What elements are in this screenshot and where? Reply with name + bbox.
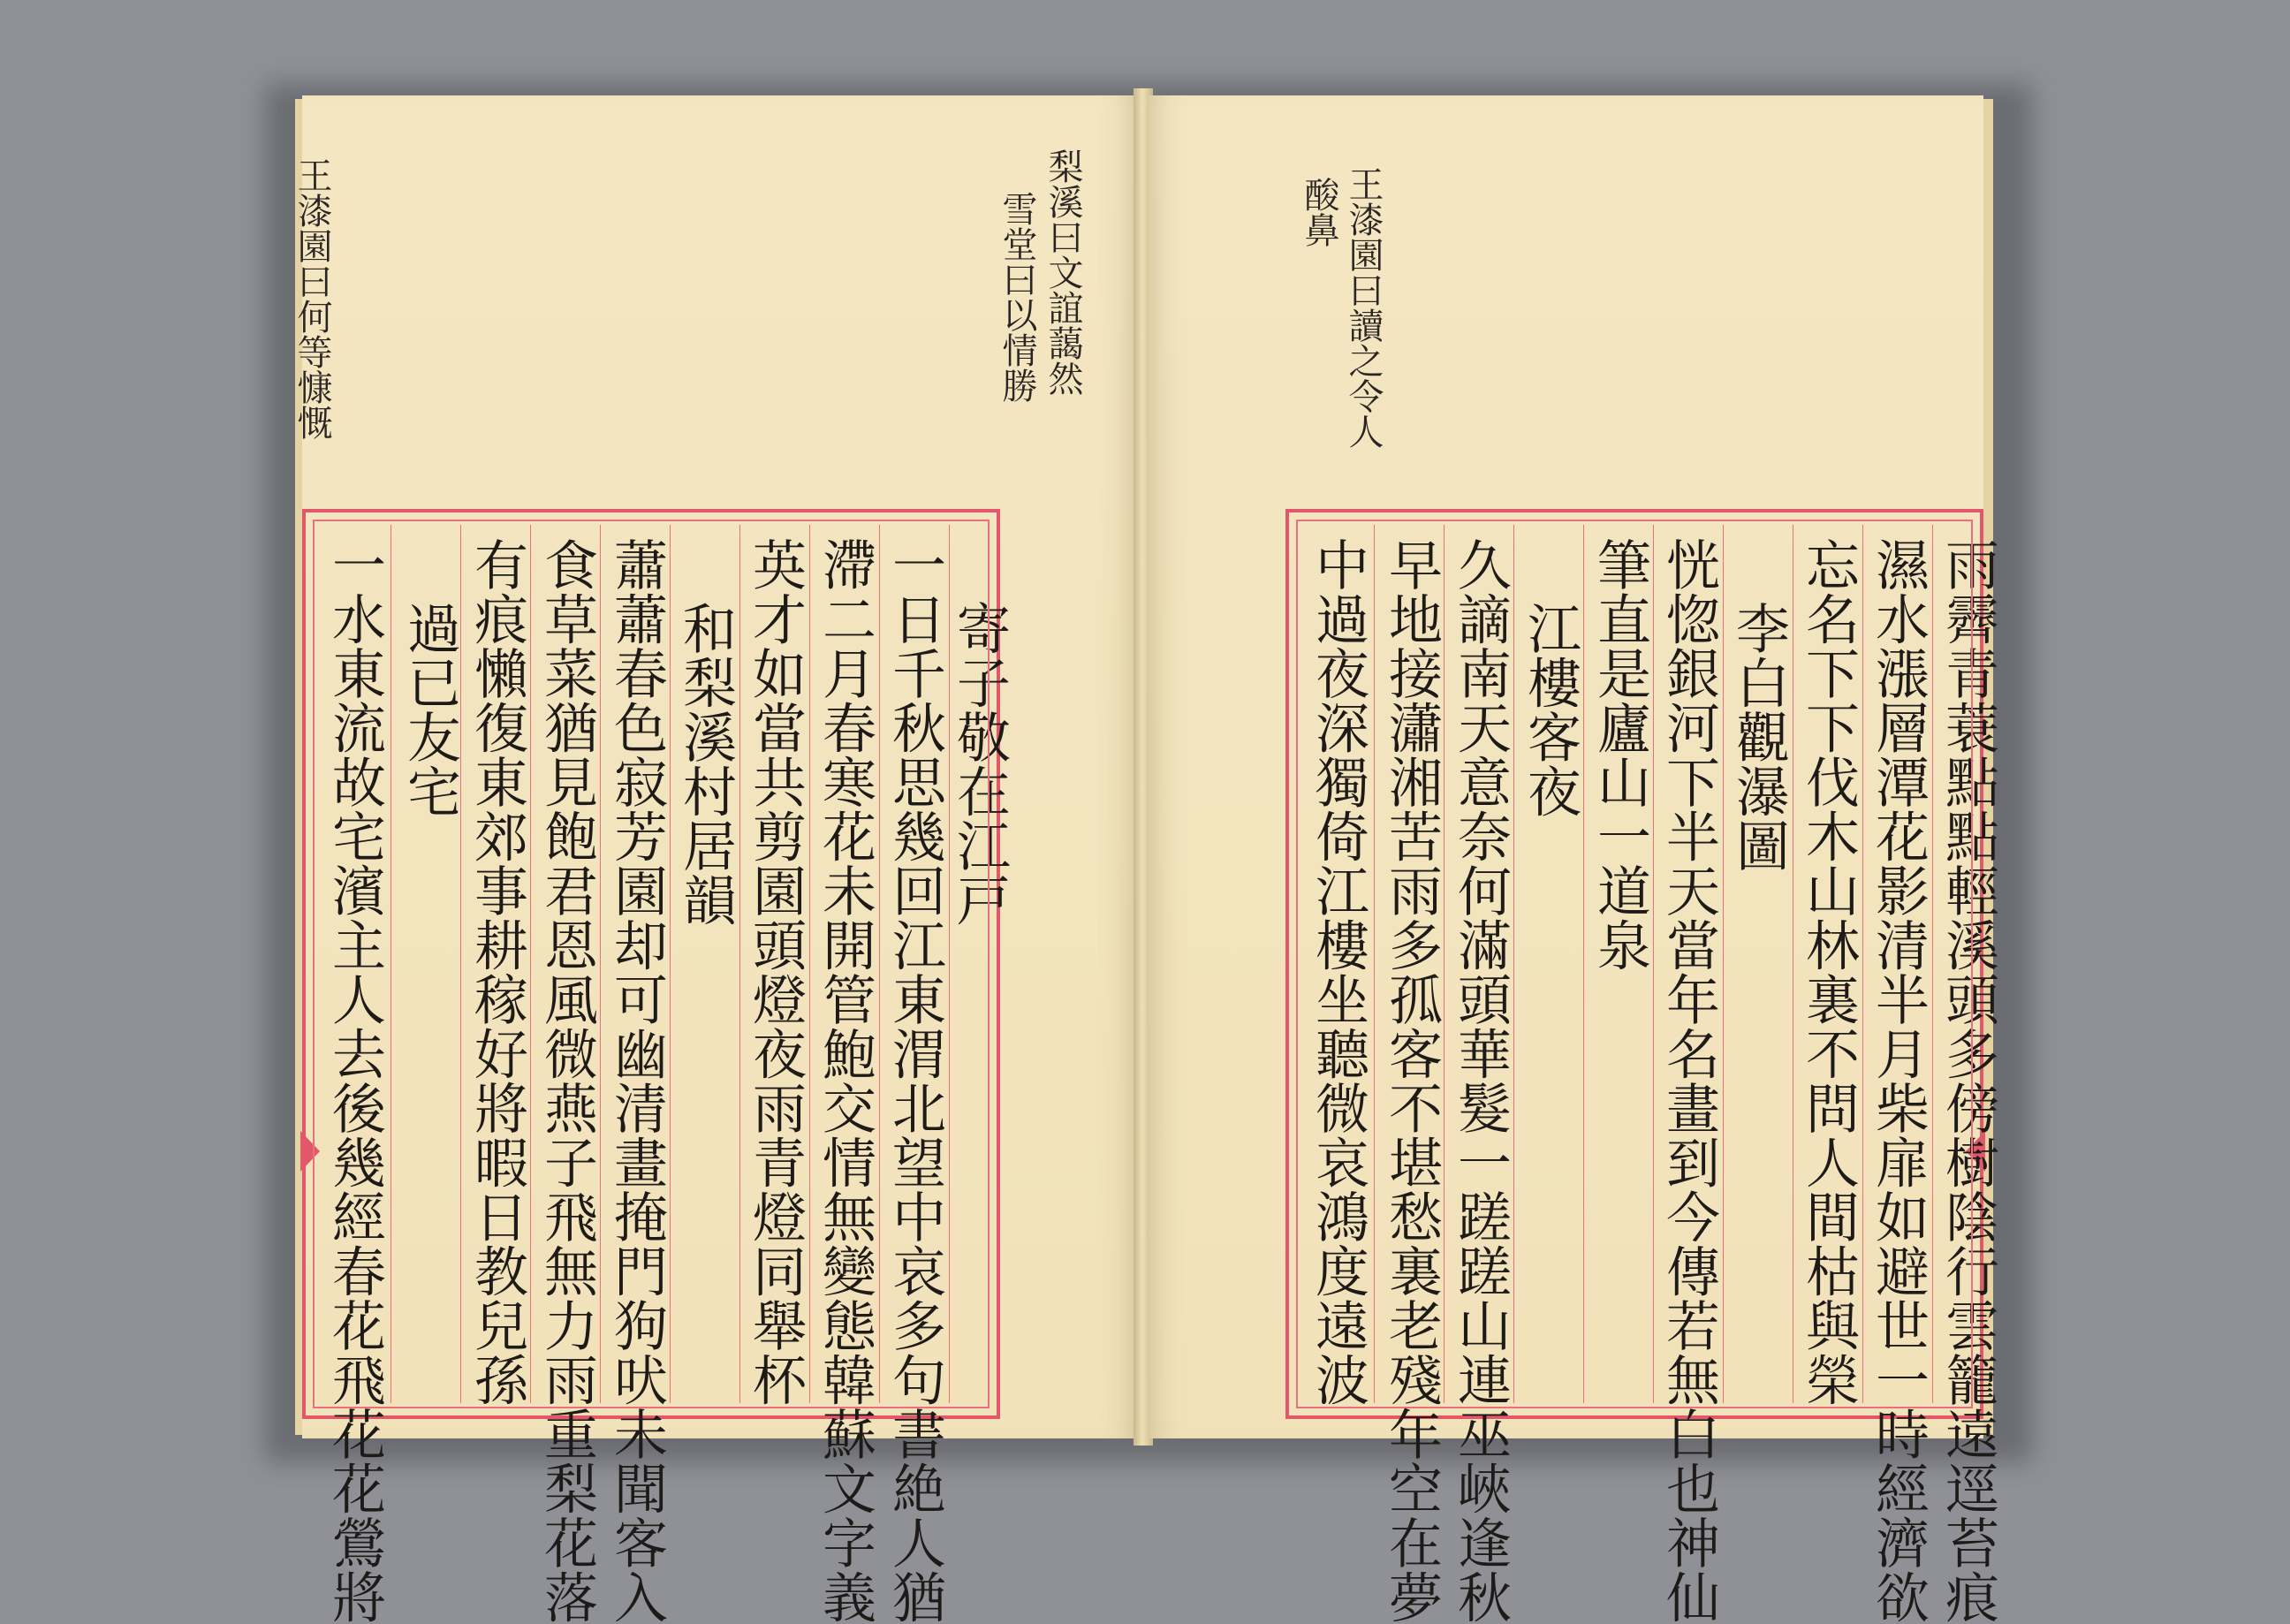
column-rule bbox=[1444, 525, 1445, 1403]
text-column-10: 寄子敬在江戸 bbox=[948, 601, 1011, 927]
column-rule bbox=[739, 525, 740, 1403]
text-column-1: 一水東流故宅濱主人去後幾經春花飛花花鶯將 bbox=[323, 537, 386, 1624]
text-column-1: 中過夜深獨倚江樓坐聽微哀鴻度遠波 bbox=[1307, 537, 1369, 1407]
column-rule bbox=[949, 525, 950, 1403]
text-column-7: 李白觀瀑圖 bbox=[1727, 601, 1790, 873]
text-column-7: 英才如當共剪園頭燈夜雨青燈同舉杯 bbox=[744, 537, 807, 1407]
top-note-2: 梨溪曰文誼藹然 bbox=[1043, 148, 1083, 396]
column-rule bbox=[1723, 525, 1724, 1403]
text-column-4: 食草菜猶見飽君恩風微燕子飛無力雨重梨花落 bbox=[535, 537, 598, 1624]
text-column-6: 和梨溪村居韻 bbox=[674, 601, 737, 927]
top-note-2: 酸鼻 bbox=[1299, 177, 1339, 247]
text-column-9: 一日千秋思幾回江東渭北望中哀多句書絶人猶 bbox=[883, 537, 946, 1624]
column-rule bbox=[879, 525, 880, 1403]
text-column-5: 蕭蕭春色寂芳園却可幽清畫掩門狗吠未聞客入 bbox=[605, 537, 668, 1624]
text-column-6: 恍惚銀河下半天當年名畫到今傳若無白也神仙 bbox=[1657, 537, 1720, 1624]
text-frame bbox=[1285, 509, 1999, 1624]
text-column-5: 筆直是廬山一道泉 bbox=[1589, 537, 1651, 972]
text-column-8: 忘名下下伐木山林裏不問人間枯與榮 bbox=[1797, 537, 1860, 1407]
text-column-9: 濕水漲層潭花影清半月柴扉如避世一時經濟欲 bbox=[1867, 537, 1930, 1624]
text-column-8: 滯二月春寒花未開管鮑交情無變態韓蘇文字義 bbox=[814, 537, 876, 1624]
text-column-10: 雨霽青蓑點點輕溪頭多傍樹陰行雲籠遠逕苔痕 bbox=[1937, 537, 1999, 1624]
column-rule bbox=[1583, 525, 1584, 1403]
top-note-1: 王漆園曰讀之令人 bbox=[1343, 166, 1384, 449]
text-column-3: 久謫南天意奈何滿頭華髮一蹉蹉山連巫峽逢秋 bbox=[1449, 537, 1512, 1624]
column-rule bbox=[530, 525, 531, 1403]
text-frame bbox=[302, 509, 1011, 1624]
column-rule bbox=[1862, 525, 1863, 1403]
column-rule bbox=[809, 525, 810, 1403]
text-column-2: 過已友宅 bbox=[398, 601, 461, 818]
top-note-3: 雪堂曰以情勝 bbox=[997, 191, 1037, 403]
text-column-4: 江樓客夜 bbox=[1519, 601, 1581, 818]
column-rule bbox=[1932, 525, 1933, 1403]
top-note-1: 王漆園曰何等慷慨 bbox=[292, 157, 332, 440]
frame-tab-marker bbox=[300, 1131, 320, 1172]
left-page bbox=[292, 95, 1137, 1624]
right-page bbox=[1149, 95, 1999, 1624]
text-column-2: 早地接瀟湘苦雨多孤客不堪愁裏老殘年空在夢 bbox=[1380, 537, 1443, 1624]
column-rule bbox=[1374, 525, 1375, 1403]
column-rule bbox=[1653, 525, 1654, 1403]
text-column-3: 有痕懶復東郊事耕稼好將暇日教兒孫 bbox=[466, 537, 528, 1407]
column-rule bbox=[600, 525, 601, 1403]
column-rule bbox=[460, 525, 461, 1403]
column-rule bbox=[670, 525, 671, 1403]
column-rule bbox=[1513, 525, 1514, 1403]
